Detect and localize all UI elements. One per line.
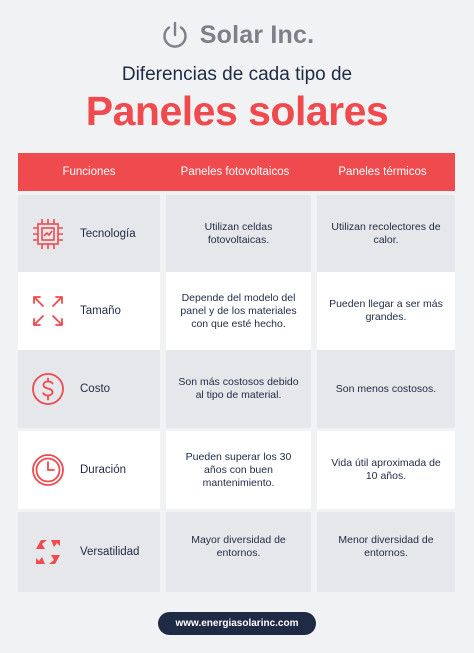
cell-text: Son más costosos debido al tipo de material.	[178, 376, 299, 401]
cell-text: Pueden llegar a ser más grandes.	[329, 298, 443, 323]
table-row-tecnologia	[18, 195, 455, 273]
page-subtitle: Diferencias de cada tipo de	[121, 64, 353, 85]
table-header	[18, 153, 455, 191]
cell-fotovoltaicos	[166, 195, 311, 273]
power-icon	[160, 20, 190, 50]
row-label-cell	[18, 195, 160, 273]
cell-text: Son menos costosos.	[335, 382, 437, 395]
page-title: Paneles solares	[85, 88, 389, 134]
cell-text: Utilizan recolectores de calor.	[331, 221, 441, 246]
expand-arrows-icon	[30, 293, 66, 329]
table-row-duracion	[18, 431, 455, 509]
cell-fotovoltaicos	[166, 512, 311, 592]
row-label: Tamaño	[80, 305, 121, 317]
cell-fotovoltaicos	[166, 272, 311, 350]
cell-text: Vida útil aproximada de 10 años.	[331, 457, 441, 482]
header-termicos: Paneles térmicos	[338, 166, 427, 178]
table-row-tamano	[18, 272, 455, 350]
cell-termicos	[317, 272, 455, 350]
cell-termicos	[317, 350, 455, 428]
row-label-cell	[18, 431, 160, 509]
cell-termicos	[317, 512, 455, 592]
recycle-icon	[30, 534, 66, 570]
brand-name: Solar Inc.	[199, 20, 315, 49]
row-label: Costo	[80, 383, 111, 395]
row-label-cell	[18, 272, 160, 350]
row-label: Duración	[80, 464, 127, 476]
row-label-cell	[18, 350, 160, 428]
cell-termicos	[317, 195, 455, 273]
row-label: Tecnología	[80, 228, 136, 240]
header-fotovoltaicos: Paneles fotovoltaicos	[180, 166, 290, 178]
table-row-versatilidad	[18, 512, 455, 592]
website-link[interactable]: www.energiasolarinc.com	[158, 612, 316, 635]
clock-icon	[30, 452, 66, 488]
cell-fotovoltaicos	[166, 431, 311, 509]
cell-text: Menor diversidad de entornos.	[338, 534, 434, 559]
cell-text: Mayor diversidad de entornos.	[191, 534, 286, 559]
brand-logo	[0, 18, 474, 52]
cell-text: Pueden superar los 30 años con buen mantenimiento.	[185, 450, 292, 489]
cell-text: Utilizan celdas fotovoltaicas.	[204, 221, 273, 246]
header-funciones: Funciones	[62, 166, 116, 178]
cell-fotovoltaicos	[166, 350, 311, 428]
table-row-costo	[18, 350, 455, 428]
cell-text: Depende del modelo del panel y de los materiales con que esté hecho.	[180, 291, 297, 330]
dollar-icon	[30, 371, 66, 407]
cell-termicos	[317, 431, 455, 509]
row-label: Versatilidad	[80, 546, 140, 558]
chip-icon	[30, 216, 66, 252]
row-label-cell	[18, 512, 160, 592]
